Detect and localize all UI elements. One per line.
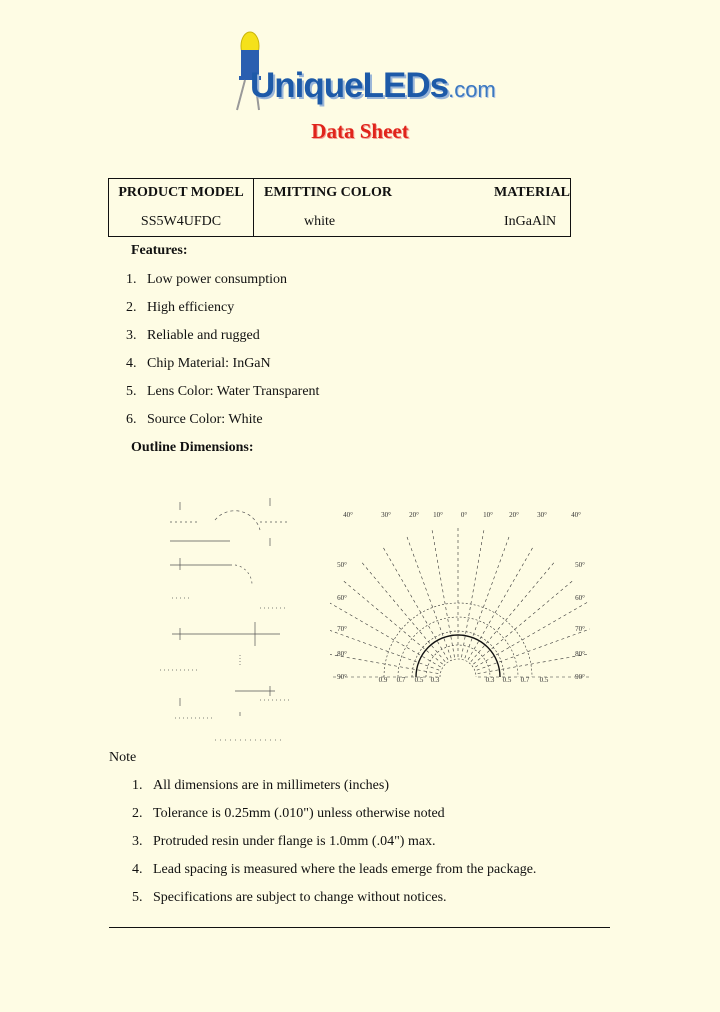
list-text: Source Color: White (147, 412, 263, 427)
angle-label: 60° (337, 594, 347, 602)
value-product-model: SS5W4UFDC (109, 208, 254, 237)
angle-label: 20° (409, 511, 419, 519)
angle-label: 70° (575, 625, 585, 633)
angle-label: 10° (483, 511, 493, 519)
angle-label: 0° (460, 511, 468, 519)
note-heading: Note (109, 750, 137, 765)
spec-table-header-row (109, 179, 571, 208)
intensity-label: 0.5 (414, 676, 424, 684)
angle-label: 20° (509, 511, 519, 519)
list-number: 4. (132, 862, 143, 877)
logo-wordmark (250, 66, 496, 106)
angle-label: 90° (575, 673, 585, 681)
polar-spoke (362, 562, 446, 662)
polar-ring (440, 659, 476, 677)
polar-spoke (478, 651, 590, 674)
list-text: Protruded resin under flange is 1.0mm (.04") max. (153, 834, 436, 849)
list-number: 2. (126, 300, 137, 315)
polar-spoke (473, 581, 573, 665)
value-material: InGaAlN (504, 213, 557, 229)
polar-spoke (468, 547, 533, 660)
angle-label: 40° (571, 511, 581, 519)
angle-label: 80° (337, 650, 347, 658)
list-number: 3. (126, 328, 137, 343)
bottom-divider (109, 927, 610, 928)
intensity-label: 0.5 (539, 676, 549, 684)
value-emitting-color: white (304, 213, 336, 229)
list-number: 2. (132, 806, 143, 821)
angle-label: 80° (575, 650, 585, 658)
spec-table-value-row (109, 208, 571, 237)
list-text: High efficiency (147, 300, 235, 315)
intensity-label: 0.9 (378, 676, 388, 684)
intensity-label: 0.3 (430, 676, 440, 684)
header-product-model: PRODUCT MODEL (109, 179, 254, 208)
polar-spoke (475, 602, 588, 667)
polar-labels (337, 511, 585, 684)
outline-dimension-drawing (160, 490, 300, 745)
list-text: Tolerance is 0.25mm (.010") unless otherwise noted (153, 806, 445, 821)
angle-label: 40° (343, 511, 353, 519)
angle-label: 70° (337, 625, 347, 633)
radiation-pattern-chart (330, 505, 590, 690)
angle-label: 10° (433, 511, 443, 519)
outline-heading: Outline Dimensions: (131, 440, 254, 455)
header-material: MATERIAL (494, 185, 570, 201)
features-heading: Features: (131, 243, 188, 258)
angle-label: 60° (575, 594, 585, 602)
list-number: 5. (126, 384, 137, 399)
intensity-label: 0.7 (520, 676, 530, 684)
list-number: 6. (126, 412, 137, 427)
intensity-label: 0.5 (502, 676, 512, 684)
logo-brand: UniqueLEDs (250, 66, 449, 105)
list-number: 1. (132, 778, 143, 793)
list-text: Lens Color: Water Transparent (147, 384, 320, 399)
polar-spoke (343, 581, 443, 665)
intensity-label: 0.7 (396, 676, 406, 684)
list-text: Reliable and rugged (147, 328, 260, 343)
page-title: Data Sheet (311, 119, 409, 143)
list-number: 4. (126, 356, 137, 371)
angle-label: 30° (537, 511, 547, 519)
list-text: Specifications are subject to change without notices. (153, 890, 447, 905)
intensity-label: 0.3 (485, 676, 495, 684)
list-number: 1. (126, 272, 137, 287)
header-emitting-color: EMITTING COLOR (264, 185, 392, 201)
list-number: 3. (132, 834, 143, 849)
angle-label: 50° (575, 561, 585, 569)
list-text: All dimensions are in millimeters (inches) (153, 778, 390, 793)
list-text: Chip Material: InGaN (147, 356, 271, 371)
angle-label: 50° (337, 561, 347, 569)
polar-spoke (471, 562, 555, 662)
list-number: 5. (132, 890, 143, 905)
angle-label: 90° (337, 673, 347, 681)
polar-grid (330, 527, 590, 677)
angle-label: 30° (381, 511, 391, 519)
polar-spoke (383, 547, 448, 660)
list-text: Lead spacing is measured where the leads emerge from the package. (153, 862, 537, 877)
logo-suffix: .com (448, 77, 496, 102)
list-text: Low power consumption (147, 272, 287, 287)
spec-table (108, 178, 571, 237)
